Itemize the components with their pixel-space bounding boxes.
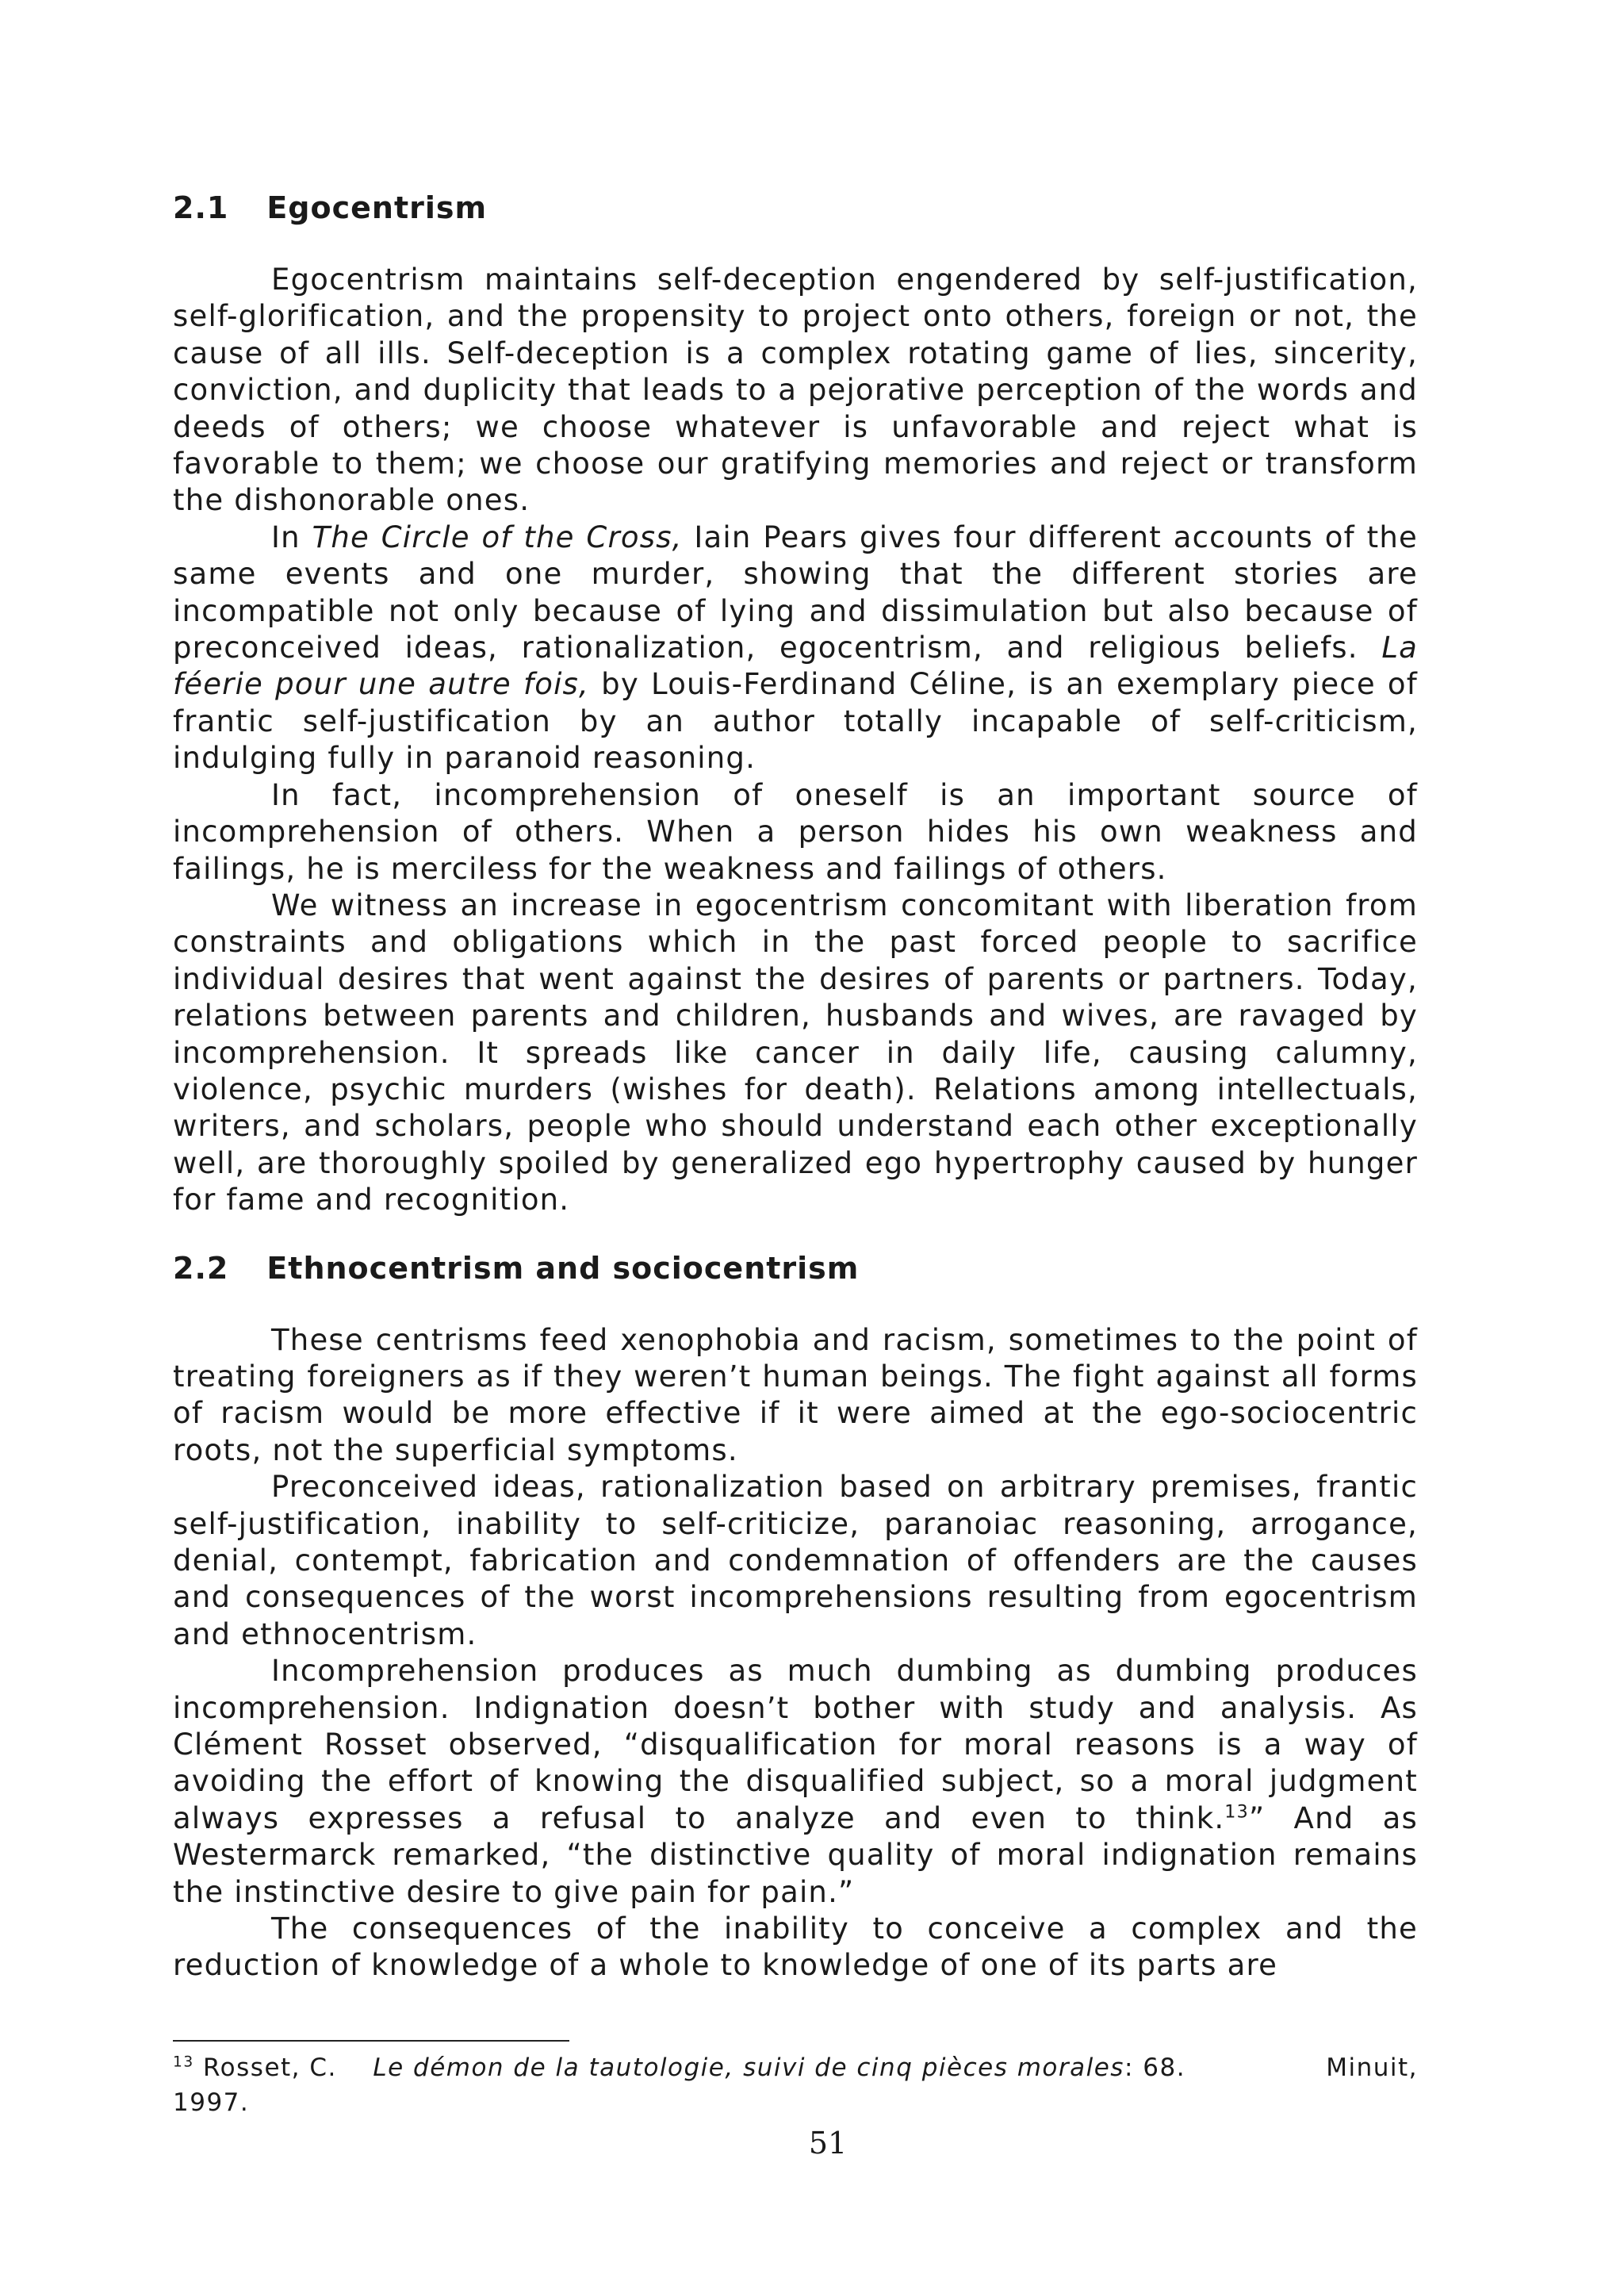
book-title: La féerie pour une autre fois,	[173, 631, 1418, 702]
footnote-year: 1997.	[173, 2088, 250, 2117]
paragraph: The consequences of the inability to conceive a complex and the reduction of knowledge of a whole to knowledge of one of its parts are	[173, 1911, 1418, 1983]
section-number: 2.2	[173, 1250, 229, 1286]
paragraph: We witness an increase in egocentrism concomitant with liberation from constraints and obligations which in the past forced people to sacrifice individual desires that went against the desires of parents or partners. Today, relations between parents and children, husbands and wives, are ravaged by incomprehension. It spreads like cancer in daily life, causing calumny, violence, psychic murders (wishes for death). Relations among intellectuals, writers, and scholars, people who should understand each other exceptionally well, are thoroughly spoiled by generalized ego hypertrophy caused by hunger for fame and recognition.	[173, 888, 1418, 1217]
paragraph: Incomprehension produces as much dumbing as dumbing produces incomprehension. Indignation doesn’t bother with study and analysis. As Clément Rosset observed, “disqualification for moral reasons is a way of avoiding the effort of knowing the disqualified subject, so a moral judgment always expresses a refusal to analyze and even to think.$^{13}$” And as Westermarck remarked, “the distinctive quality of moral indignation remains the instinctive desire to give pain for pain.”	[173, 1654, 1418, 1909]
paragraph: In fact, incomprehension of oneself is an important source of incomprehension of others. When a person hides his own weakness and failings, he is merciless for the weakness and failings of others.	[173, 777, 1418, 886]
paragraph: In The Circle of the Cross, Iain Pears gives four different accounts of the same events and one murder, showing that the different stories are incompatible not only because of lying and dissimulation but also because of preconceived ideas, rationalization, egocentrism, and religious beliefs. La féerie pour une autre fois, by Louis-Ferdinand Céline, is an exemplary piece of frantic self-justification by an author totally incapable of self-criticism, indulging fully in paranoid reasoning.	[173, 520, 1418, 776]
paragraph: Preconceived ideas, rationalization based on arbitrary premises, frantic self-justification, inability to self-criticize, paranoiac reasoning, arrogance, denial, contempt, fabrication and condemnation of offenders are the causes and consequences of the worst incomprehensions resulting from egocentrism and ethnocentrism.	[173, 1470, 1418, 1651]
section-title: Egocentrism	[266, 190, 488, 225]
book-title: The Circle of the Cross,	[312, 520, 683, 554]
footnote-ref[interactable]: 13	[1224, 1801, 1249, 1823]
section-heading-egocentrism	[173, 190, 1418, 225]
footnote-title: Le démon de la tautologie, suivi de cinq pièces morales	[373, 2053, 1124, 2082]
paragraph: Egocentrism maintains self-deception engendered by self-justification, self-glorification, and the propensity to project onto others, foreign or not, the cause of all ills. Self-deception is a complex rotating game of lies, sincerity, conviction, and duplicity that leads to a pejorative perception of the words and deeds of others; we choose whatever is unfavorable and reject what is favorable to them; we choose our gratifying memories and reject or transform the dishonorable ones.	[173, 263, 1418, 518]
footnote-divider	[173, 2040, 569, 2042]
footnote-publisher: Minuit,	[1326, 2053, 1418, 2082]
page-body	[173, 190, 1418, 1984]
footnote-number: 13	[173, 2053, 194, 2071]
section-heading-ethnocentrism	[173, 1251, 1418, 1286]
section-number: 2.1	[173, 190, 229, 225]
paragraph: These centrisms feed xenophobia and racism, sometimes to the point of treating foreigners as if they weren’t human beings. The fight against all forms of racism would be more effective if it were aimed at the ego-sociocentric roots, not the superficial symptoms.	[173, 1322, 1418, 1467]
page-number: 51	[808, 2126, 848, 2161]
footnote: $^{13}$ Rosset, C. Le démon de la tautologie, suivi de cinq pièces morales: 68. Minuit, 1997.	[173, 2050, 1418, 2120]
section-title: Ethnocentrism and sociocentrism	[266, 1250, 860, 1286]
